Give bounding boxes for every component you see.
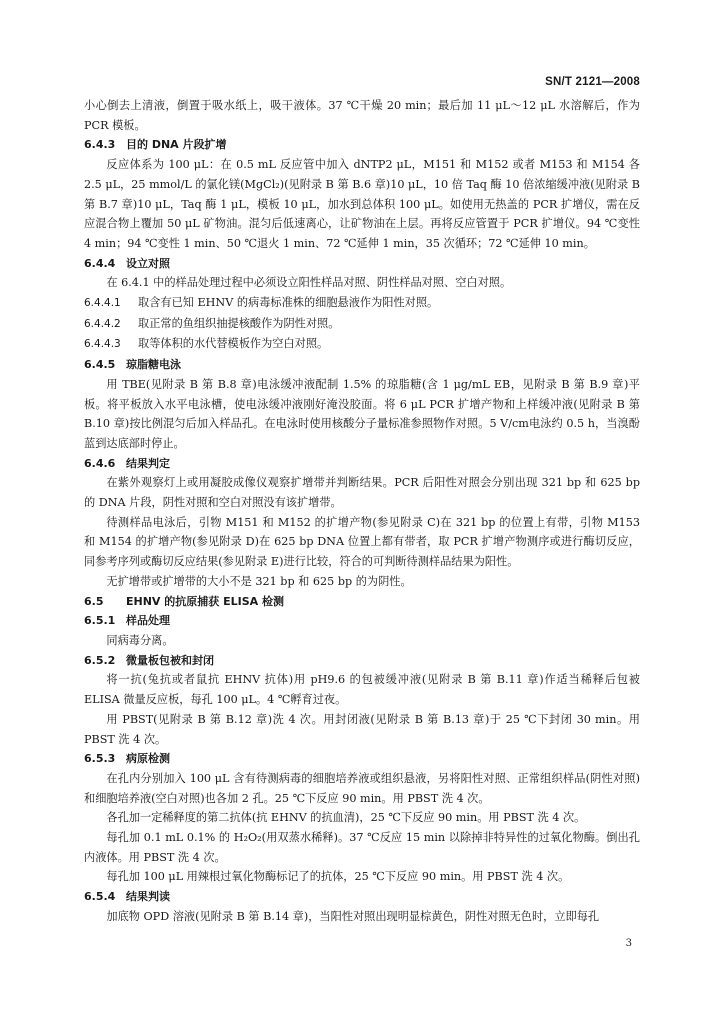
- section-number: 6.4.3: [84, 138, 116, 152]
- paragraph: 反应体系为 100 μL：在 0.5 mL 反应管中加入 dNTP2 μL，M151 和 M152 或者 M153 和 M154 各 2.5 μL，25 mmol/L 的氯化镁(MgCl₂)(见附录 B 第 B.6 章)10 μL，10 倍 Taq 酶 10 倍浓缩缓冲液(见附录 B 第 B.7 章)10 μL，Taq 酶 1 μL，模板 10 μL，加水到总体积 100 μL。如使用无热盖的 PCR 扩增仪，需在反应混合物上覆加 50 μL 矿物油。混匀后低速离心，让矿物油在上层。再将反应管置于 PCR 扩增仪。94 ℃变性 4 min；94 ℃变性 1 min、50 ℃退火 1 min、72 ℃延伸 1 min，35 次循环；72 ℃延伸 10 min。: [84, 158, 640, 250]
- clause-text: 取正常的鱼组织抽提核酸作为阴性对照。: [138, 316, 340, 330]
- paragraph: 每孔加 100 μL 用辣根过氧化物酶标记了的抗体，25 ℃下反应 90 min。用 PBST 洗 4 次。: [106, 870, 570, 884]
- section-number: 6.5.2: [84, 653, 116, 667]
- paragraph: 加底物 OPD 溶液(见附录 B 第 B.14 章)，当阳性对照出现明显棕黄色，阴性对照无色时，立即每孔: [106, 909, 600, 923]
- section-heading: [84, 651, 640, 671]
- paragraph: 待测样品电泳后，引物 M151 和 M152 的扩增产物(参见附录 C)在 321 bp 的位置上有带，引物 M153 和 M154 的扩增产物(参见附录 D)在 625 bp DNA 位置上都有带者，取 PCR 扩增产物测序或进行酶切反应，同参考序列或酶切反应结果(参见附录 E)进行比较，符合的可判断待测样品结果为阳性。: [84, 515, 640, 569]
- section-title: 设立对照: [126, 256, 170, 270]
- section-heading: [84, 887, 640, 907]
- section-title: EHNV 的抗原捕获 ELISA 检测: [126, 594, 284, 608]
- paragraph: 小心倒去上清液，倒置于吸水纸上，吸干液体。37 ℃干燥 20 min；最后加 11 μL～12 μL 水溶解后，作为 PCR 模板。: [84, 99, 640, 132]
- section-title: 结果判读: [126, 890, 170, 904]
- section-title: 样品处理: [126, 614, 170, 628]
- paragraph: 在紫外观察灯上或用凝胶成像仪观察扩增带并判断结果。PCR 后阳性对照会分别出现 321 bp 和 625 bp 的 DNA 片段，阴性对照和空白对照没有该扩增带。: [84, 476, 640, 510]
- section-number: 6.5: [84, 594, 104, 608]
- paragraph: 各孔加一定稀释度的第二抗体(抗 EHNV 的抗血清)，25 ℃下反应 90 min。用 PBST 洗 4 次。: [106, 811, 586, 825]
- clause-item: [84, 334, 640, 355]
- section-number: 6.4.4: [84, 256, 116, 270]
- paragraph: 无扩增带或扩增带的大小不是 321 bp 和 625 bp 的为阴性。: [106, 574, 412, 588]
- paragraph: 用 TBE(见附录 B 第 B.8 章)电泳缓冲液配制 1.5% 的琼脂糖(含 1 μg/mL EB，见附录 B 第 B.9 章)平板。将平板放入水平电泳槽，使电泳缓冲液刚好淹没胶面。将 6 μL PCR 扩增产物和上样缓冲液(见附录 B 第 B.10 章)按比例混匀后加入样品孔。在电泳时使用核酸分子量标准参照物作对照。5 V/cm电泳约 0.5 h，当溴酚蓝到达底部时停止。: [84, 377, 640, 450]
- section-title: 目的 DNA 片段扩增: [126, 138, 227, 152]
- document-body: [84, 96, 640, 927]
- section-heading: [84, 135, 640, 155]
- section-title: 微量板包被和封闭: [126, 653, 214, 667]
- section-heading: [84, 254, 640, 274]
- paragraph: 每孔加 0.1 mL 0.1% 的 H₂O₂(用双蒸水稀释)。37 ℃反应 15 min 以除掉非特异性的过氧化物酶。倒出孔内液体。用 PBST 洗 4 次。: [84, 831, 640, 864]
- section-heading: [84, 749, 640, 769]
- section-number: 6.5.3: [84, 752, 116, 766]
- section-title: 结果判定: [126, 456, 170, 470]
- clause-number: 6.4.4.3: [84, 338, 121, 351]
- clause-number: 6.4.4.2: [84, 317, 121, 330]
- paragraph: 在孔内分别加入 100 μL 含有待测病毒的细胞培养液或组织悬液，另将阳性对照、正常组织样品(阴性对照)和细胞培养液(空白对照)也各加 2 孔。25 ℃下反应 90 min。用 PBST 洗 4 次。: [84, 771, 640, 805]
- clause-item: [84, 293, 640, 314]
- standard-number: SN/T 2121—2008: [545, 76, 640, 88]
- clause-text: 取等体积的水代替模板作为空白对照。: [138, 337, 329, 351]
- section-title: 琼脂糖电泳: [126, 358, 181, 372]
- section-heading: [84, 355, 640, 375]
- page-number: 3: [625, 938, 632, 949]
- clause-text: 取含有已知 EHNV 的病毒标准株的细胞悬液作为阳性对照。: [138, 296, 439, 310]
- paragraph: 将一抗(兔抗或者鼠抗 EHNV 抗体)用 pH9.6 的包被缓冲液(见附录 B 第 B.11 章)作适当稀释后包被 ELISA 微量反应板，每孔 100 μL。4 ℃孵育过夜。: [84, 673, 640, 707]
- clause-number: 6.4.4.1: [84, 297, 121, 310]
- paragraph: 用 PBST(见附录 B 第 B.12 章)洗 4 次。用封闭液(见附录 B 第 B.13 章)于 25 ℃下封闭 30 min。用 PBST 洗 4 次。: [84, 712, 640, 746]
- section-heading: [84, 592, 640, 612]
- section-number: 6.5.1: [84, 614, 116, 628]
- section-number: 6.5.4: [84, 890, 116, 904]
- section-number: 6.4.6: [84, 456, 116, 470]
- paragraph: 在 6.4.1 中的样品处理过程中必须设立阳性样品对照、阴性样品对照、空白对照。: [106, 276, 512, 290]
- section-number: 6.4.5: [84, 358, 116, 372]
- section-heading: [84, 611, 640, 631]
- clause-item: [84, 314, 640, 335]
- section-heading: [84, 454, 640, 474]
- section-title: 病原检测: [126, 752, 170, 766]
- paragraph: 同病毒分离。: [106, 633, 174, 647]
